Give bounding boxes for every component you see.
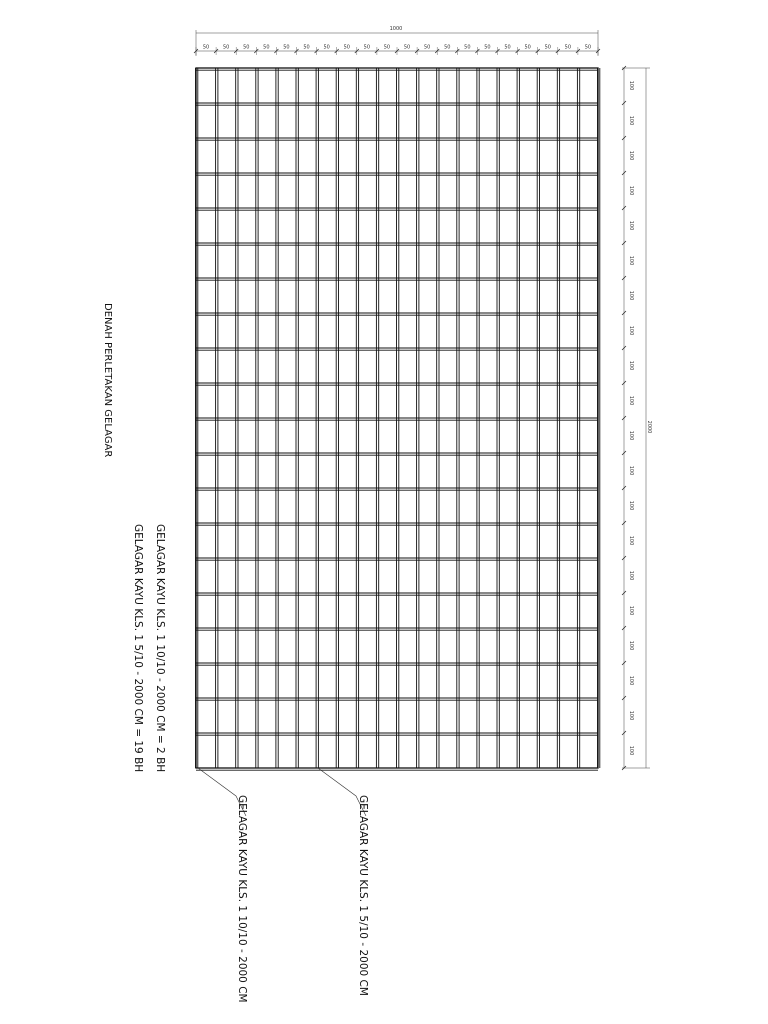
row-spacing-label: 100: [628, 150, 634, 161]
row-spacing-label: 100: [628, 185, 634, 196]
cross-beam: [196, 68, 598, 70]
cross-beam: [196, 663, 598, 665]
cross-beam: [196, 698, 598, 700]
cross-beam: [196, 523, 598, 525]
column-spacing-label: 50: [303, 44, 310, 51]
row-spacing-label: 100: [628, 605, 634, 616]
row-spacing-label: 100: [628, 570, 634, 581]
column-spacing-label: 50: [504, 44, 511, 51]
column-spacing-label: 50: [383, 44, 391, 51]
girder-grid: [196, 68, 600, 770]
row-spacing-label: 100: [628, 255, 634, 266]
cross-beam: [196, 628, 598, 630]
row-spacing-label: 100: [628, 430, 634, 441]
leader-lines: [198, 768, 366, 816]
row-spacing-label: 100: [628, 640, 634, 651]
column-spacing-label: 50: [464, 44, 471, 51]
column-spacing-label: 50: [263, 44, 270, 51]
column-spacing-label: 50: [323, 44, 330, 51]
column-spacing-label: 50: [584, 44, 592, 51]
cross-beam: [196, 488, 598, 490]
row-spacing-label: 100: [628, 535, 634, 546]
cross-beam: [196, 733, 598, 735]
cross-beam: [196, 243, 598, 245]
row-spacing-label: 100: [628, 360, 634, 371]
callout-edge-girder: GELAGAR KAYU KLS. 1 10/10 - 2000 CM: [236, 795, 248, 1003]
column-spacing-label: 50: [524, 44, 531, 51]
cross-beam: [196, 278, 598, 280]
column-spacing-label: 50: [423, 44, 431, 51]
drawing-title: DENAH PERLETAKAN GELAGAR: [102, 303, 113, 458]
callout-inner-girder: GELAGAR KAYU KLS. 1 5/10 - 2000 CM: [357, 795, 369, 996]
row-spacing-label: 100: [628, 710, 634, 721]
column-spacing-label: 50: [343, 44, 350, 51]
row-spacing-label: 100: [628, 465, 634, 476]
row-spacing-label: 100: [628, 220, 634, 231]
right-dimension-line: [622, 66, 652, 770]
column-spacing-label: 50: [403, 44, 411, 51]
column-spacing-label: 50: [363, 44, 371, 51]
row-spacing-label: 100: [628, 675, 634, 686]
spec-inner-girder: GELAGAR KAYU KLS. 1 5/10 - 2000 CM = 19 BH: [132, 524, 144, 773]
column-spacing-label: 50: [484, 44, 491, 51]
cross-beam: [196, 138, 598, 140]
row-spacing-label: 100: [628, 745, 634, 756]
row-spacing-label: 100: [628, 290, 634, 301]
row-spacing-label: 100: [628, 325, 634, 336]
column-spacing-label: 50: [243, 44, 250, 51]
column-spacing-label: 50: [564, 44, 572, 51]
row-spacing-label: 100: [628, 115, 634, 126]
cross-beam: [196, 768, 598, 770]
row-spacing-label: 100: [628, 395, 634, 406]
cross-beam: [196, 208, 598, 210]
column-spacing-label: 50: [222, 44, 230, 51]
cross-beam: [196, 313, 598, 315]
column-spacing-label: 50: [283, 44, 290, 51]
row-spacing-label: 100: [628, 500, 634, 511]
cross-beam: [196, 453, 598, 455]
cross-beam: [196, 173, 598, 175]
top-dimension-line: [194, 26, 600, 56]
overall-width-label: 1000: [389, 26, 403, 32]
column-spacing-label: 50: [544, 44, 551, 51]
cross-beam: [196, 593, 598, 595]
cross-beam: [196, 383, 598, 385]
cross-beam: [196, 558, 598, 560]
spec-edge-girder: GELAGAR KAYU KLS. 1 10/10 - 2000 CM = 2 BH: [154, 524, 166, 773]
cross-beam: [196, 418, 598, 420]
column-spacing-label: 50: [444, 44, 451, 51]
overall-length-label: 2000: [646, 420, 652, 434]
cross-beam: [196, 103, 598, 105]
column-spacing-label: 50: [202, 44, 210, 51]
cross-beam: [196, 348, 598, 350]
row-spacing-label: 100: [628, 80, 634, 91]
